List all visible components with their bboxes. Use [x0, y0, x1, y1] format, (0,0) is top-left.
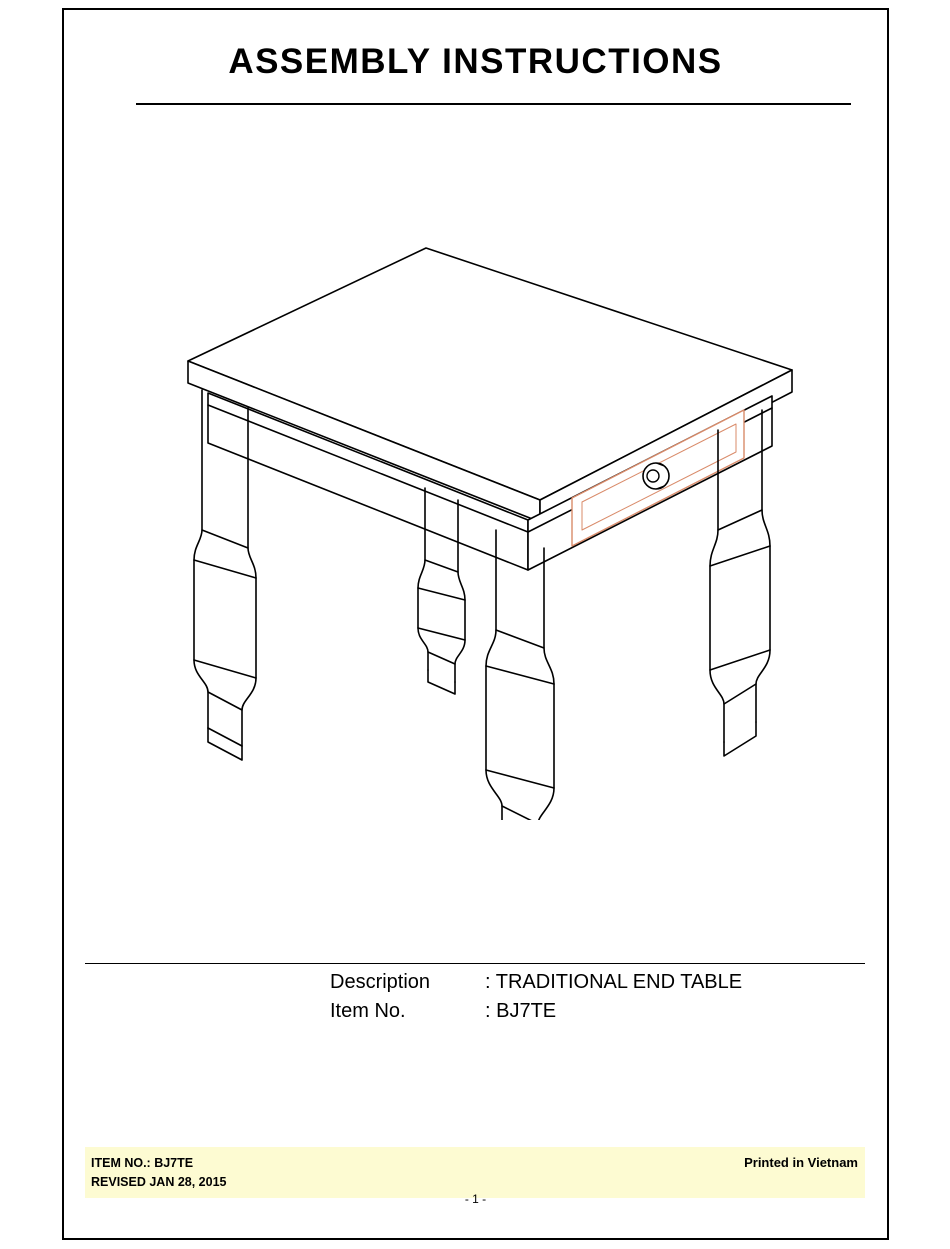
description-row: [330, 968, 742, 997]
product-details: [330, 968, 742, 1026]
page-number: - 1 -: [464, 1192, 487, 1206]
item-no-label: Item No.: [330, 1000, 406, 1022]
table-leg-front: [486, 530, 554, 820]
footer-item-no: ITEM NO.: BJ7TE: [91, 1156, 194, 1170]
description-label: Description: [330, 971, 431, 993]
footer-printed-in: Printed in Vietnam: [744, 1155, 858, 1170]
page-title: ASSEMBLY INSTRUCTIONS: [228, 42, 723, 81]
item-no-row: [330, 997, 742, 1026]
footer-left-block: [91, 1154, 227, 1192]
description-divider: [85, 963, 865, 964]
item-no-value: : BJ7TE: [485, 1000, 557, 1022]
title-divider: [136, 103, 851, 105]
footer-revised-date: REVISED JAN 28, 2015: [91, 1175, 227, 1189]
description-value: : TRADITIONAL END TABLE: [485, 971, 743, 993]
product-illustration: [140, 230, 840, 820]
